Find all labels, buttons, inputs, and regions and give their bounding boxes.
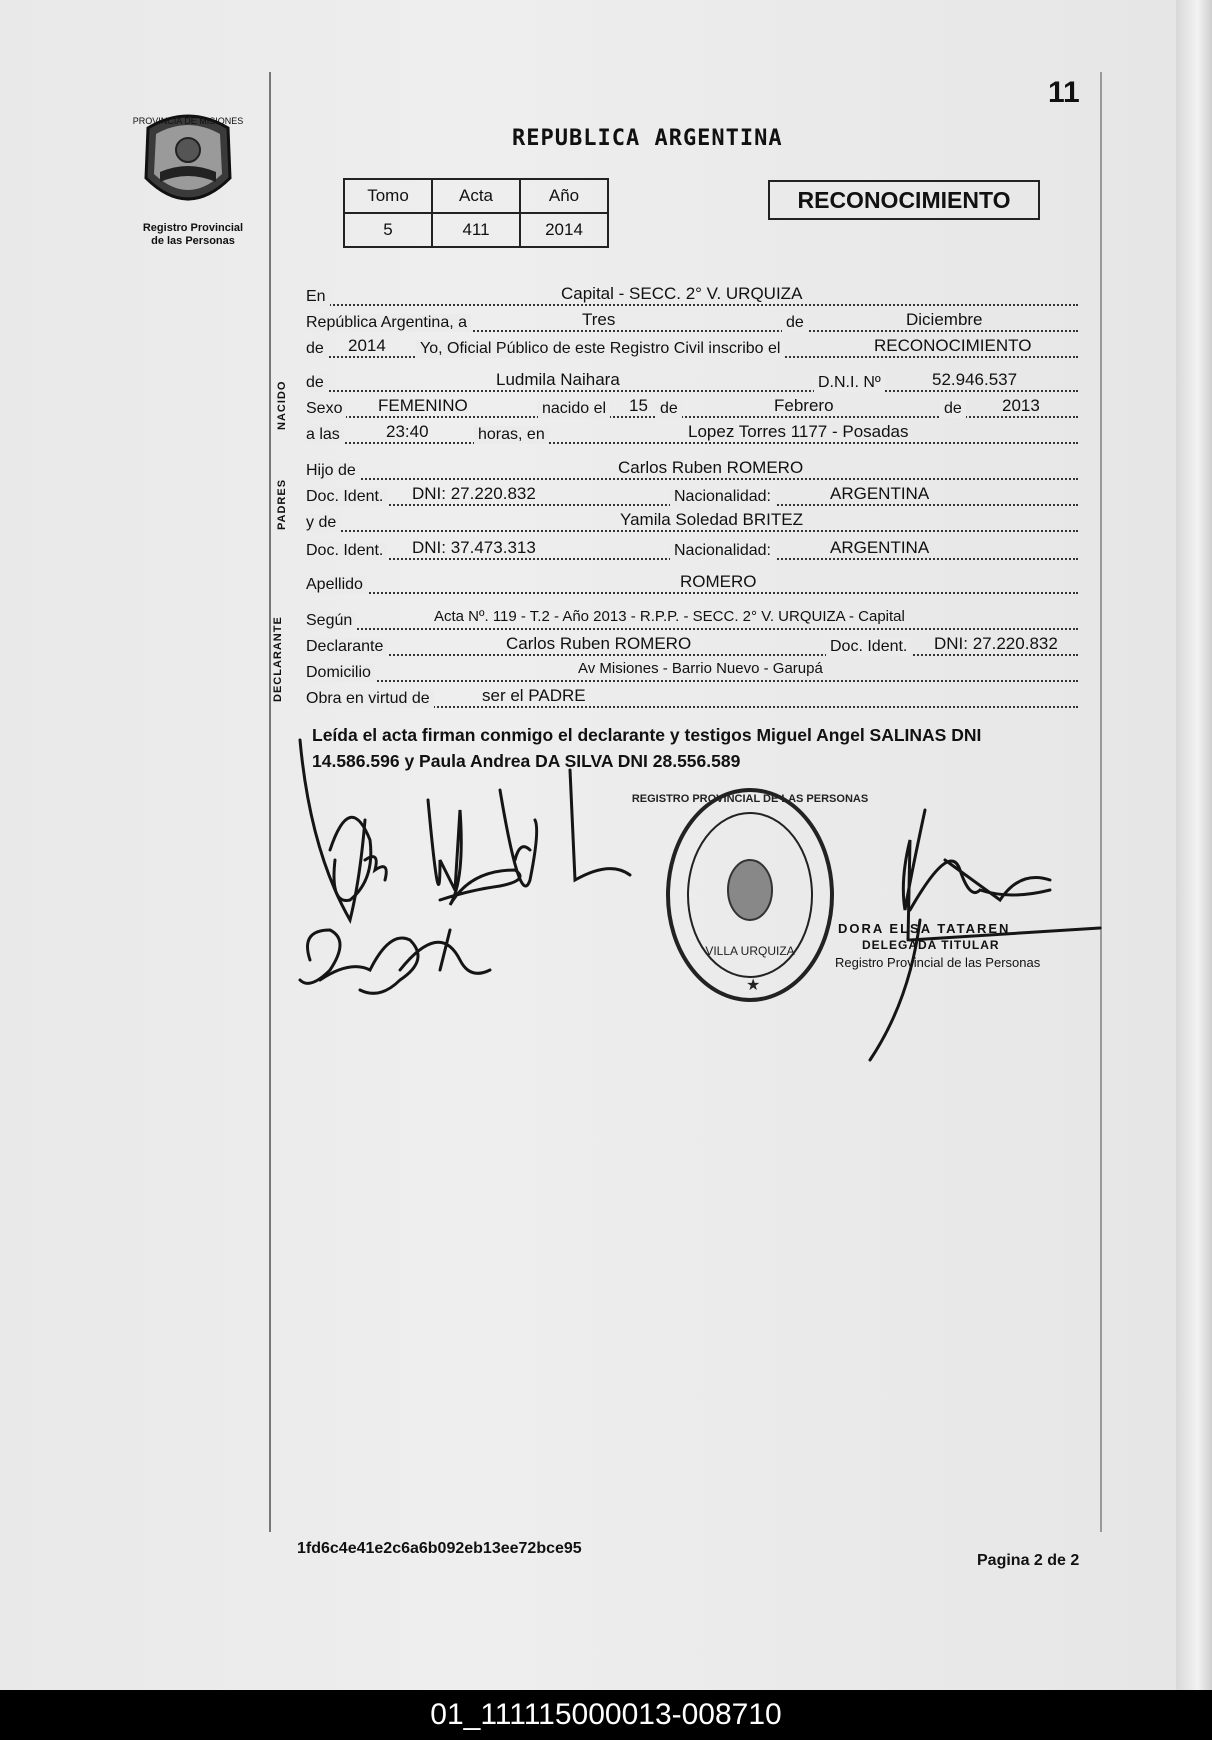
value-sex: FEMENINO [378, 396, 468, 415]
value-segun: Acta Nº. 119 - T.2 - Año 2013 - R.P.P. - SECC. 2° V. URQUIZA - Capital [434, 608, 905, 625]
value-place: Capital - SECC. 2° V. URQUIZA [561, 284, 803, 303]
registry-label [118, 222, 268, 248]
record-table [343, 178, 609, 248]
row-hijo-de [306, 458, 1078, 482]
header-acta: Acta [432, 179, 520, 213]
row-declarante [306, 634, 1078, 658]
row-en [306, 284, 1078, 308]
record-header-row [344, 179, 608, 213]
label-segun: Según [306, 612, 356, 630]
row-apellido [306, 572, 1078, 596]
label-doc-ident: Doc. Ident. [306, 542, 387, 560]
row-name [306, 370, 1078, 394]
pagination: Pagina 2 de 2 [977, 1552, 1080, 1569]
label-y-de: y de [306, 514, 340, 532]
label-horas-en: horas, en [474, 426, 549, 444]
value-acta: 411 [432, 213, 520, 247]
value-name: Ludmila Naihara [496, 370, 620, 389]
value-address: Av Misiones - Barrio Nuevo - Garupá [578, 660, 823, 677]
label-declarant-doc: Doc. Ident. [826, 638, 911, 656]
document-title: REPUBLICA ARGENTINA [512, 126, 783, 151]
side-label-declarante: DECLARANTE [272, 616, 284, 702]
label-de-birth-year: de [940, 400, 966, 418]
value-declarant-doc: DNI: 27.220.832 [934, 634, 1058, 653]
value-birth-year: 2013 [1002, 396, 1040, 415]
officer-block [835, 920, 1041, 971]
value-tomo: 5 [344, 213, 432, 247]
row-y-de [306, 510, 1078, 534]
value-father-doc: DNI: 27.220.832 [412, 484, 536, 503]
label-doc-ident: Doc. Ident. [306, 488, 387, 506]
value-dni: 52.946.537 [932, 370, 1018, 389]
label-de: de [782, 314, 808, 332]
value-act-type: RECONOCIMIENTO [874, 336, 1032, 355]
paper-edge [1176, 0, 1212, 1690]
value-father: Carlos Ruben ROMERO [618, 458, 804, 477]
row-domicilio [306, 660, 1078, 684]
label-republica: República Argentina, a [306, 314, 471, 332]
label-en: En [306, 288, 330, 306]
side-label-nacido: NACIDO [276, 380, 288, 430]
label-de-name: de [306, 374, 328, 392]
officer-name: DORA ELSA TATAREN [838, 921, 1011, 936]
row-yo-oficial [306, 336, 1078, 360]
label-sexo: Sexo [306, 400, 346, 418]
stamp-text: REGISTRO PROVINCIAL DE LAS PERSONAS [631, 793, 869, 805]
document-hash: 1fd6c4e41e2c6a6b092eb13ee72bce95 [297, 1540, 582, 1557]
label-obra: Obra en virtud de [306, 690, 434, 708]
label-hijo-de: Hijo de [306, 462, 360, 480]
value-birth-place: Lopez Torres 1177 - Posadas [688, 422, 909, 441]
label-declarante: Declarante [306, 638, 387, 656]
row-mother-doc [306, 538, 1078, 562]
left-margin-rule [269, 72, 271, 1532]
officer-title: DELEGADA TITULAR [862, 938, 1000, 952]
official-seal-stamp [631, 780, 869, 1010]
side-label-padres: PADRES [276, 478, 288, 530]
document-type-box: RECONOCIMIENTO [768, 180, 1040, 220]
row-father-doc [306, 484, 1078, 508]
header-ano: Año [520, 179, 608, 213]
value-mother: Yamila Soledad BRITEZ [620, 510, 803, 529]
logo-text: PROVINCIA DE MISIONES [132, 116, 244, 126]
header-tomo: Tomo [344, 179, 432, 213]
row-republica [306, 310, 1078, 334]
label-nacido-el: nacido el [538, 400, 610, 418]
star-icon: ★ [746, 975, 761, 994]
label-nacionalidad: Nacionalidad: [670, 542, 775, 560]
label-dni: D.N.I. Nº [814, 374, 885, 392]
value-birth-month: Febrero [774, 396, 834, 415]
label-de-year: de [306, 340, 328, 358]
value-ano: 2014 [520, 213, 608, 247]
row-segun [306, 608, 1078, 632]
row-a-las [306, 422, 1078, 446]
file-id-bar: 01_111115000013-008710 [0, 1690, 1212, 1740]
page-number: 11 [1048, 76, 1080, 109]
value-mother-doc: DNI: 37.473.313 [412, 538, 536, 557]
value-father-nat: ARGENTINA [830, 484, 930, 503]
label-domicilio: Domicilio [306, 664, 375, 682]
value-month: Diciembre [906, 310, 983, 329]
registry-line-1: Registro Provincial [142, 222, 244, 234]
record-value-row [344, 213, 608, 247]
label-apellido: Apellido [306, 576, 367, 594]
witness-statement: Leída el acta firman conmigo el declarante y testigos Miguel Angel SALINAS DNI 14.586.596 y Paula Andrea DA SILVA DNI 28.556.589 [312, 725, 982, 771]
misiones-coat-of-arms-logo [132, 108, 244, 220]
value-mother-nat: ARGENTINA [830, 538, 930, 557]
registry-line-2: de las Personas [151, 235, 235, 247]
value-birth-time: 23:40 [386, 422, 429, 441]
stamp-inner-text: VILLA URQUIZA [705, 944, 795, 958]
label-yo-oficial: Yo, Oficial Público de este Registro Civil inscribo el [416, 340, 784, 358]
value-by-virtue: ser el PADRE [482, 686, 586, 705]
value-birth-day: 15 [629, 396, 648, 415]
value-declarant: Carlos Ruben ROMERO [506, 634, 692, 653]
label-nacionalidad: Nacionalidad: [670, 488, 775, 506]
label-a-las: a las [306, 426, 344, 444]
row-obra [306, 686, 1078, 710]
handwritten-signatures [290, 730, 670, 1040]
value-year: 2014 [348, 336, 386, 355]
value-surname: ROMERO [680, 572, 757, 591]
officer-org: Registro Provincial de las Personas [835, 955, 1041, 970]
label-de-birth: de [656, 400, 682, 418]
row-sexo [306, 396, 1078, 420]
value-day: Tres [582, 310, 616, 329]
